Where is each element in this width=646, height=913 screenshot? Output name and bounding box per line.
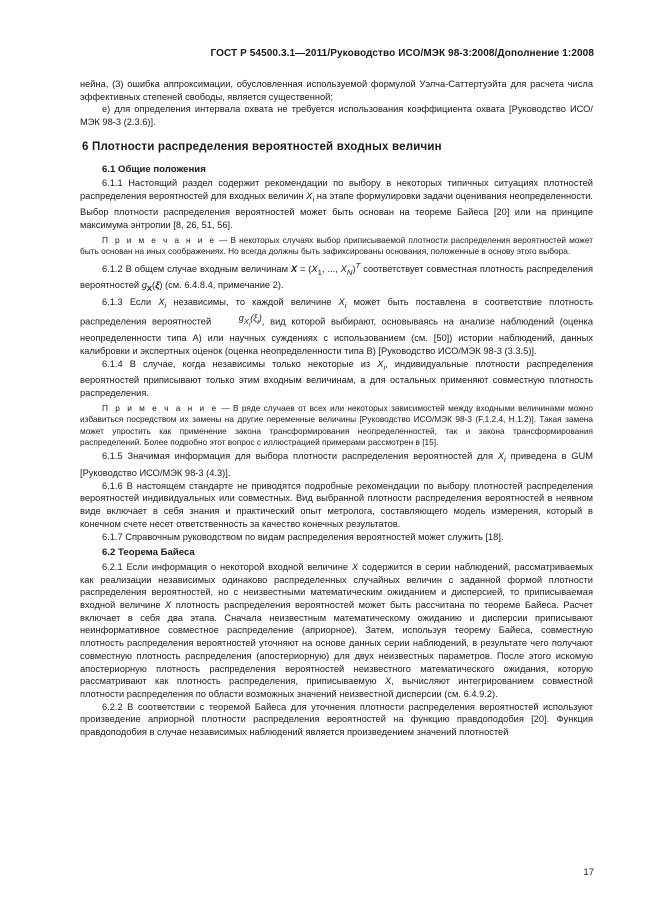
section-6-2-heading: 6.2 Теорема Байеса bbox=[102, 547, 195, 559]
section-6-1-heading: 6.1 Общие положения bbox=[102, 163, 206, 175]
pdf-formula: $g_{X_i}(\xi_i)$ bbox=[238, 313, 262, 329]
paragraph-6-1-6: 6.1.6 В настоящем стандарте не приводятся подробные рекомендации по выбору плотностей распределения вероятностей индивидуальных или совместных. Вид выбранной плотности распределения вероятностей в неявном виде включает в себя знания и практический опыт метролога, составляющего модель измерения, который в конечном счете несет ответственность за качество конечных результатов. bbox=[80, 480, 593, 529]
paragraph-6-1-7: 6.1.7 Справочным руководством по видам распределения вероятностей может служить [18]. bbox=[102, 531, 504, 542]
intro-paragraph-1: нейна, (3) ошибка аппроксимации, обусловленная используемой формулой Уэлча-Саттертуэйта для расчета числа эффективных степеней свободы, является существенной; bbox=[80, 79, 593, 102]
paragraph-6-1-1: 6.1.1 Настоящий раздел содержит рекомендации по выбору в некоторых типичных ситуациях плотностей распределения вероятностей для входных величин $X_i$ на этапе формулировки задачи оценивания неопределенности. Выбор плотности распределения вероятностей может быть основан на теореме Байеса [20] или на принципе максимума энтропии [8, 26, 51, 56]. bbox=[80, 178, 593, 231]
note-1: П р и м е ч а н и е — В некоторых случаях выбор приписываемой плотности распределения вероятностей может быть основан на иных соображениях. Но всегда должны быть зафиксированы основания, положенные в основу этого выбора. bbox=[80, 234, 594, 257]
paragraph-6-1-3: 6.1.3 Если $X_i$ независимы, то каждой величине $X_i$ может быть поставлена в соответствие плотность распределения вероятностей $g_{X_i}(\xi_i)$, вид которой выбирают, основываясь на анализе наблюдений (оценка неопределенности типа А) или научных суждениях с использованием (см. [50]) истории наблюдений, данных калибровки и экспертных оценок (оценка неопределенности типа В) [Руководство ИСО/МЭК 98-3 (3.3.5)]. bbox=[80, 296, 593, 357]
page-number: 17 bbox=[583, 867, 594, 878]
paragraph-6-1-2: 6.1.2 В общем случае входным величинам $X = (X_1$, ..., $X_N)^T$ соответствует совместная плотность распределения вероятностей $g_X(\xi)$ (см. 6.4.8.4, примечание 2). bbox=[80, 260, 594, 294]
section-6-heading: 6 Плотности распределения вероятностей входных величин bbox=[82, 140, 442, 153]
paragraph-6-2-1: 6.2.1 Если информация о некоторой входной величине X содержится в серии наблюдений, рассматриваемых как реализации независимых одинаково распределенных случайных величин с заданной формой плотности распределения вероятностей, но с неизвестными математическим ожиданием и дисперсией, то приписываемая входной величине X плотность распределения вероятностей может быть рассчитана по теореме Байеса. Расчет включает в себя два этапа. Сначала неизвестным математическому ожиданию и дисперсии приписывают неинформативное совместное распределение (априорное). Затем, используя теорему Байеса, совместную плотность распределения вероятностей уточняют на основе данных серии наблюдений, в результате чего получают совместную плотность распределения (апостериорную) для двух неизвестных параметров. После этого искомую апостериорную плотность распределения вероятностей неизвестного математического ожидания, которую рассматривают как плотность распределения, приписываемую X, вычисляют интегрированием совместной плотности распределения по области возможных значений неизвестной дисперсии (см. 6.4.9.2). bbox=[80, 561, 593, 699]
paragraph-6-1-5: 6.1.5 Значимая информация для выбора плотности распределения вероятностей для $X_i$ приведена в GUM [Руководство ИСО/МЭК 98-3 (4.3)]. bbox=[80, 451, 593, 479]
page-header: ГОСТ Р 54500.3.1—2011/Руководство ИСО/МЭК 98-3:2008/Дополнение 1:2008 bbox=[210, 48, 594, 59]
paragraph-6-2-2: 6.2.2 В соответствии с теоремой Байеса для уточнения плотности распределения вероятностей используют произведение априорной плотности распределения вероятностей на функцию правдоподобия [20]. Функция правдоподобия в случае независимых наблюдений является произведением значений плотностей bbox=[80, 701, 593, 738]
paragraph-6-1-4: 6.1.4 В случае, когда независимы только некоторые из $X_i$, индивидуальные плотности распределения вероятностей приписывают только этим входным величинам, а для остальных применяют совместную плотность распределения. bbox=[80, 358, 593, 399]
document-body bbox=[80, 78, 593, 739]
intro-paragraph-2: е) для определения интервала охвата не требуется использования коэффициента охвата [Руководство ИСО/МЭК 98-3 (2.3.6)]. bbox=[80, 104, 593, 128]
note-2: П р и м е ч а н и е — В ряде случаев от всех или некоторых зависимостей между входными величинами можно избавиться посредством их замены на другие переменные величины [Руководство ИСО/МЭК 98-3 (F.1.2.4, H.1.2)]. Такая замена может упростить как применение закона трансформирования неопределенностей, так и закона трансформирования распределений. Более подробно этот вопрос с иллюстрацией примерами рассмотрен в [15]. bbox=[80, 402, 593, 448]
